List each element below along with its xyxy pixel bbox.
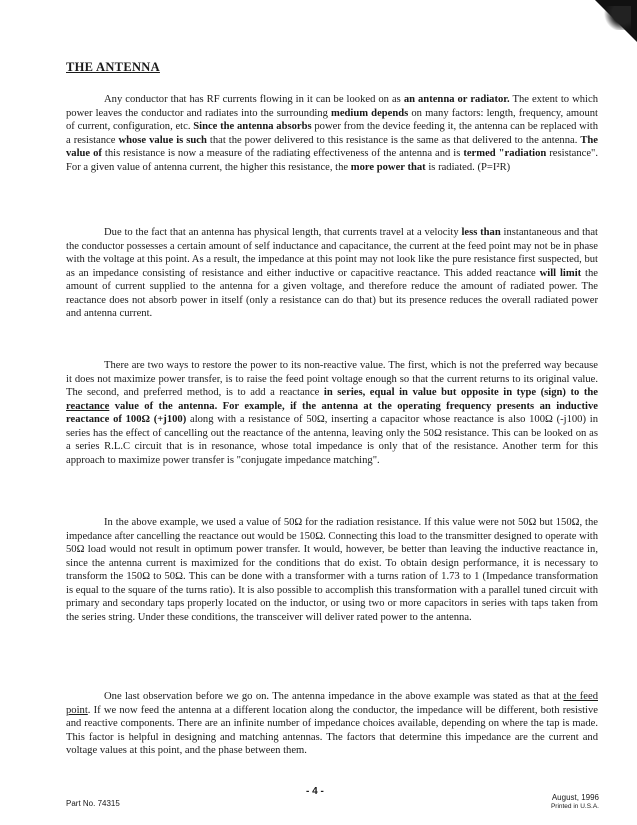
text-run: this resistance is now a measure of the radiating effectiveness of the antenna and is (101, 148, 464, 159)
text-run: is radiated. (P=I²R) (425, 161, 511, 173)
text-run: The extent to which power leaves the conductor and radiates into the surrounding (66, 94, 598, 119)
underlined-run: reactance (66, 400, 110, 412)
bold-run: medium depends (331, 107, 409, 119)
text-run: on many factors: length, frequency, amount of current, configuration, etc. (66, 107, 598, 132)
part-number: Part No. 74315 (66, 799, 120, 808)
paragraph-radiation-resistance (66, 93, 598, 174)
page-title: THE ANTENNA (66, 60, 160, 74)
bold-run: will limit (539, 267, 582, 279)
text-run: . If we now feed the antenna at a different location along the conductor, the impedance will be different, both resistive and reactive components. There are an infinite number of impedance choices available, depending on where the tap is made. This factor is helpful in designing and matching antennas. The factors that determine this impedance are the current and voltage values at this point, and the phase between them. (66, 704, 598, 756)
underlined-run: the feed point (66, 691, 598, 716)
date-label: August, 1996 (551, 793, 599, 802)
text-run: that the power delivered to this resistance is the same as that delivered to the antenna. (206, 134, 581, 146)
paragraph-feed-point (66, 690, 598, 758)
bold-run: less than (461, 227, 501, 238)
text-run: One last observation before we go on. The antenna impedance in the above example was stated as that at (104, 691, 564, 702)
bold-run: more power that (350, 161, 426, 173)
text-run: power from the device feeding it, the antenna can be replaced with a resistance (66, 121, 598, 146)
bold-run: The value of (66, 134, 599, 159)
text-run: resistance". For a given value of antenna current, the higher this resistance, the (66, 148, 599, 173)
bold-run: in series, equal in value but opposite in type (sign) to the (323, 387, 598, 398)
bold-run: an antenna or radiator. (403, 94, 510, 105)
text-run: Due to the fact that an antenna has physical length, that currents travel at a velocity (104, 227, 462, 238)
bold-run: Since the antenna absorbs (193, 121, 312, 132)
printed-label: Printed in U.S.A. (550, 803, 599, 810)
text-run: the amount of current supplied to the antenna for a given voltage, and therefore reduce the amount of radiated power. The reactance does not absorb power in itself (only a resistance can do that) but its presence reduces the overall radiated power and antenna current. (66, 267, 598, 319)
text-run: There are two ways to restore the power to its non-reactive value. The first, which is not the preferred way because it does not maximize power transfer, is to raise the feed point voltage enough so that the current returns to its original value. The second, and preferred method, is to add a reactance (66, 360, 598, 398)
paragraph-transformation: In the above example, we used a value of 50Ω for the radiation resistance. If this value were not 50Ω but 150Ω, the impedance after cancelling the reactance out would be 150Ω. Connecting this load to the transmitter designed to operate with 50Ω load would not result in optimum power transfer. It would, however, be better than leaving the inductive reactance in, since the antenna current is maximized for the conditions that do exist. To obtain design performance, it is necessary to transform the 150Ω to 50Ω. This can be done with a transformer with a turns ration of 1.73 to 1 (Impedance transformation is equal to the square of the turns ratio). It is also possible to accomplish this transformation with a parallel tuned circuit with primary and secondary taps properly located on the inductor, or using two or more capacitors in series with taps taken from the series string. Under these conditions, the transceiver will deliver rated power to the antenna. (66, 517, 598, 623)
print-date (551, 793, 599, 811)
bold-run: whose value is such (118, 134, 207, 146)
page-number: - 4 - (306, 786, 324, 797)
bold-run: termed "radiation (463, 148, 547, 159)
text-run: instantaneous and that the conductor possesses a certain amount of self inductance and capacitance, the current at the feed point may not be in phase with the voltage at this point. As a result, the impedance at this point may not look like the pure resistance first suspected, but as an impedance consisting of resistance and either inductive or capacitive reactance. This added reactance (66, 227, 598, 279)
text-run: Any conductor that has RF currents flowing in it can be looked on as (104, 94, 404, 105)
text-run: along with a resistance of 50Ω, inserting a capacitor whose reactance is also 100Ω (-j100) in series has the effect of cancelling out the reactance of the antenna, leaving only the 50Ω resistance. This can be looked on as a series R.L.C circuit that is in resonance, whose total impedance is only that of the resistance. Another term for this approach to maximize power transfer is "conjugate impedance matching". (66, 414, 598, 466)
bold-run: value of the antenna. For example, if the antenna at the operating frequency presents an inductive reactance of 100Ω (+j100) (66, 400, 598, 425)
paragraph-reactance (66, 226, 598, 321)
paragraph-restore-power (66, 359, 598, 467)
corner-scan-blot (603, 6, 631, 30)
